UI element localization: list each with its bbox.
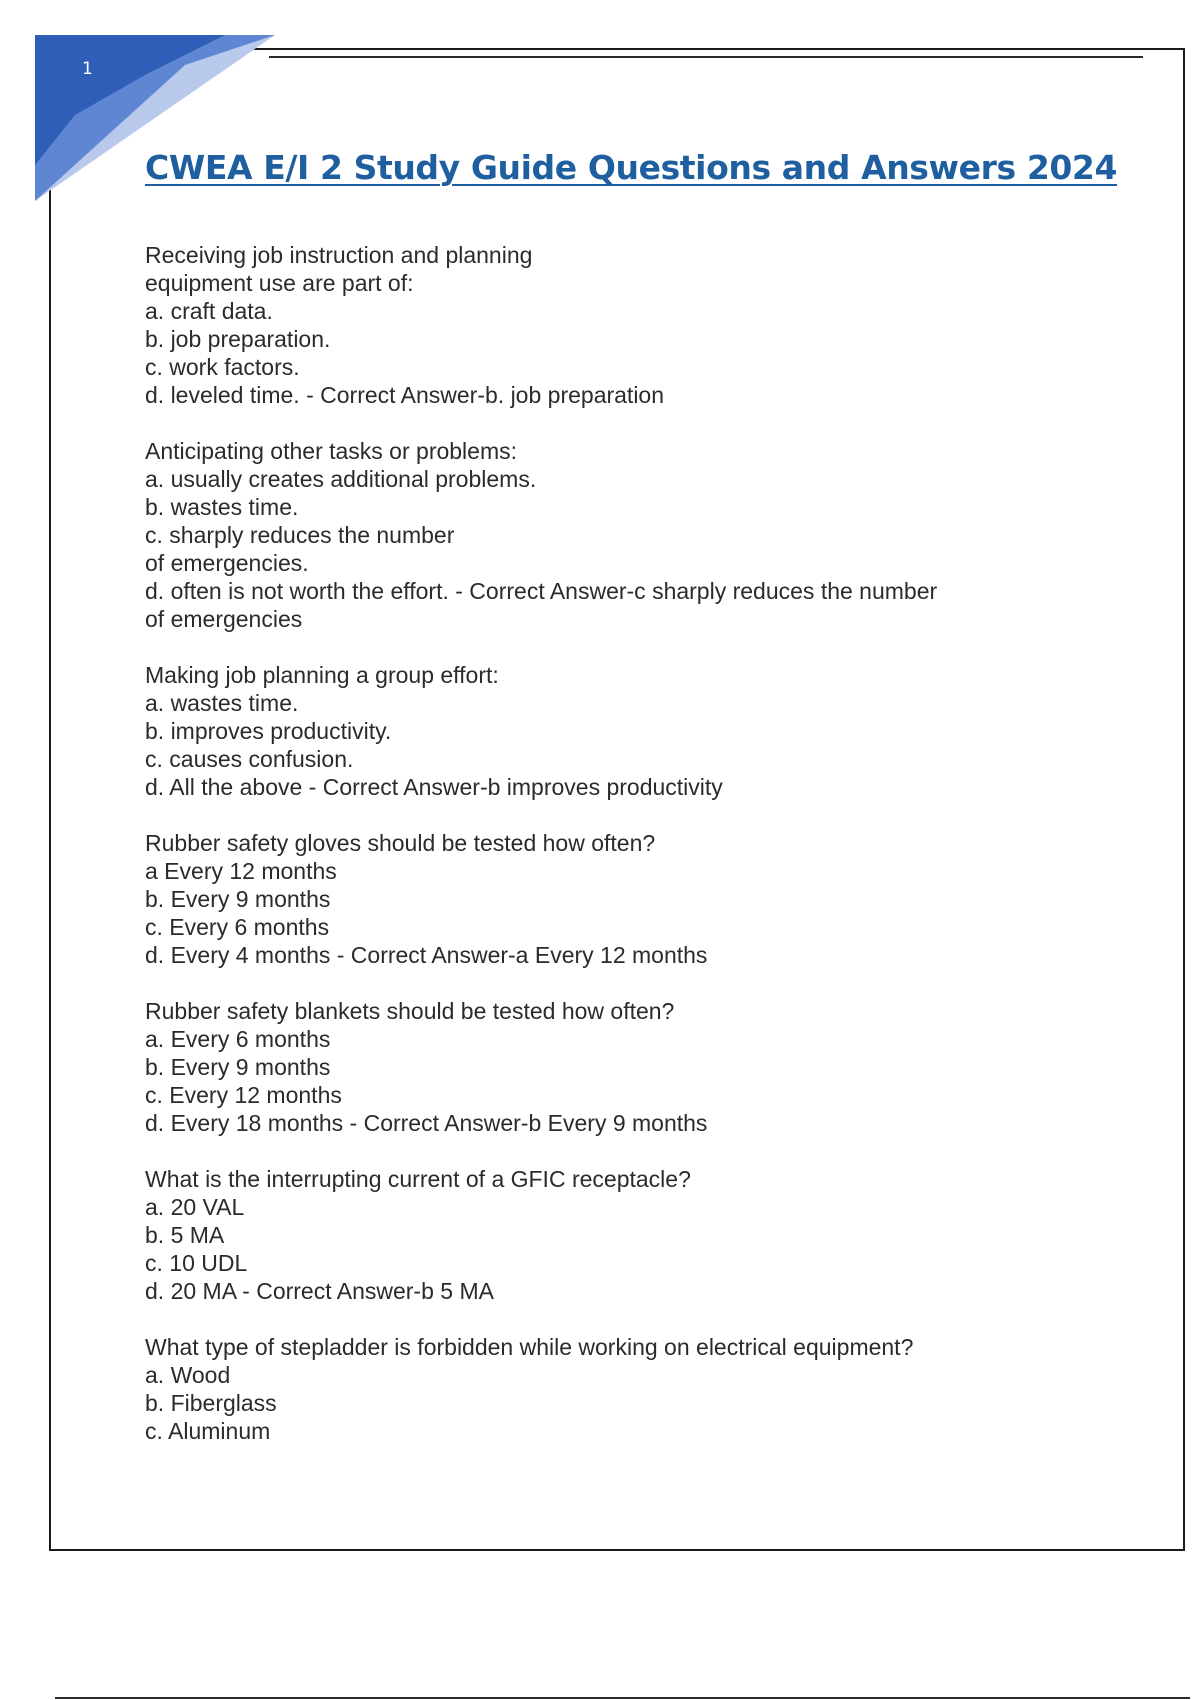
answer-line: c. Every 12 months [145, 1082, 342, 1108]
answer-line: b. Every 9 months [145, 886, 331, 912]
answer-line: a. craft data. [145, 298, 273, 324]
answer-line: d. 20 MA - Correct Answer-b 5 MA [145, 1278, 494, 1304]
question-block [145, 241, 1145, 409]
answer-line: b. 5 MA [145, 1222, 225, 1248]
answer-line: a. usually creates additional problems. [145, 466, 537, 492]
answer-line: a. wastes time. [145, 690, 299, 716]
question-text: Anticipating other tasks or problems: [145, 438, 518, 464]
question-text: Making job planning a group effort: [145, 662, 499, 688]
answer-line: c. causes confusion. [145, 746, 354, 772]
question-block [145, 829, 1145, 969]
answer-line: b. wastes time. [145, 494, 299, 520]
page-number: 1 [82, 59, 93, 79]
answer-line: a. 20 VAL [145, 1194, 245, 1220]
document-title: CWEA E/I 2 Study Guide Questions and Answers 2024 [145, 148, 1118, 187]
question-text: What type of stepladder is forbidden while working on electrical equipment? [145, 1334, 914, 1360]
header-rule [269, 56, 1143, 58]
question-text: Receiving job instruction and planning [145, 242, 533, 268]
answer-line: d. All the above - Correct Answer-b improves productivity [145, 774, 723, 800]
question-block [145, 997, 1145, 1137]
answer-line: a. Wood [145, 1362, 231, 1388]
answer-line: d. Every 4 months - Correct Answer-a Every 12 months [145, 942, 708, 968]
question-block [145, 437, 1145, 633]
answer-line: of emergencies. [145, 550, 309, 576]
answer-line: equipment use are part of: [145, 270, 414, 296]
answer-line: c. 10 UDL [145, 1250, 248, 1276]
question-block [145, 1333, 1145, 1445]
answer-line: d. often is not worth the effort. - Correct Answer-c sharply reduces the number [145, 578, 938, 604]
answer-line: b. Every 9 months [145, 1054, 331, 1080]
question-block [145, 661, 1145, 801]
answer-line: c. sharply reduces the number [145, 522, 455, 548]
answer-line: of emergencies [145, 606, 303, 632]
answer-line: b. improves productivity. [145, 718, 392, 744]
answer-line: c. Every 6 months [145, 914, 330, 940]
answer-line: c. work factors. [145, 354, 300, 380]
question-text: What is the interrupting current of a GFIC receptacle? [145, 1166, 691, 1192]
answer-line: c. Aluminum [145, 1418, 271, 1444]
question-block [145, 1165, 1145, 1305]
answer-line: b. job preparation. [145, 326, 331, 352]
question-text: Rubber safety gloves should be tested how often? [145, 830, 656, 856]
question-text: Rubber safety blankets should be tested how often? [145, 998, 675, 1024]
answer-line: d. Every 18 months - Correct Answer-b Every 9 months [145, 1110, 708, 1136]
answer-line: a. Every 6 months [145, 1026, 331, 1052]
answer-line: b. Fiberglass [145, 1390, 277, 1416]
answer-line: d. leveled time. - Correct Answer-b. job preparation [145, 382, 665, 408]
question-list [145, 241, 1145, 1473]
answer-line: a Every 12 months [145, 858, 337, 884]
footer-rule [55, 1697, 1190, 1699]
